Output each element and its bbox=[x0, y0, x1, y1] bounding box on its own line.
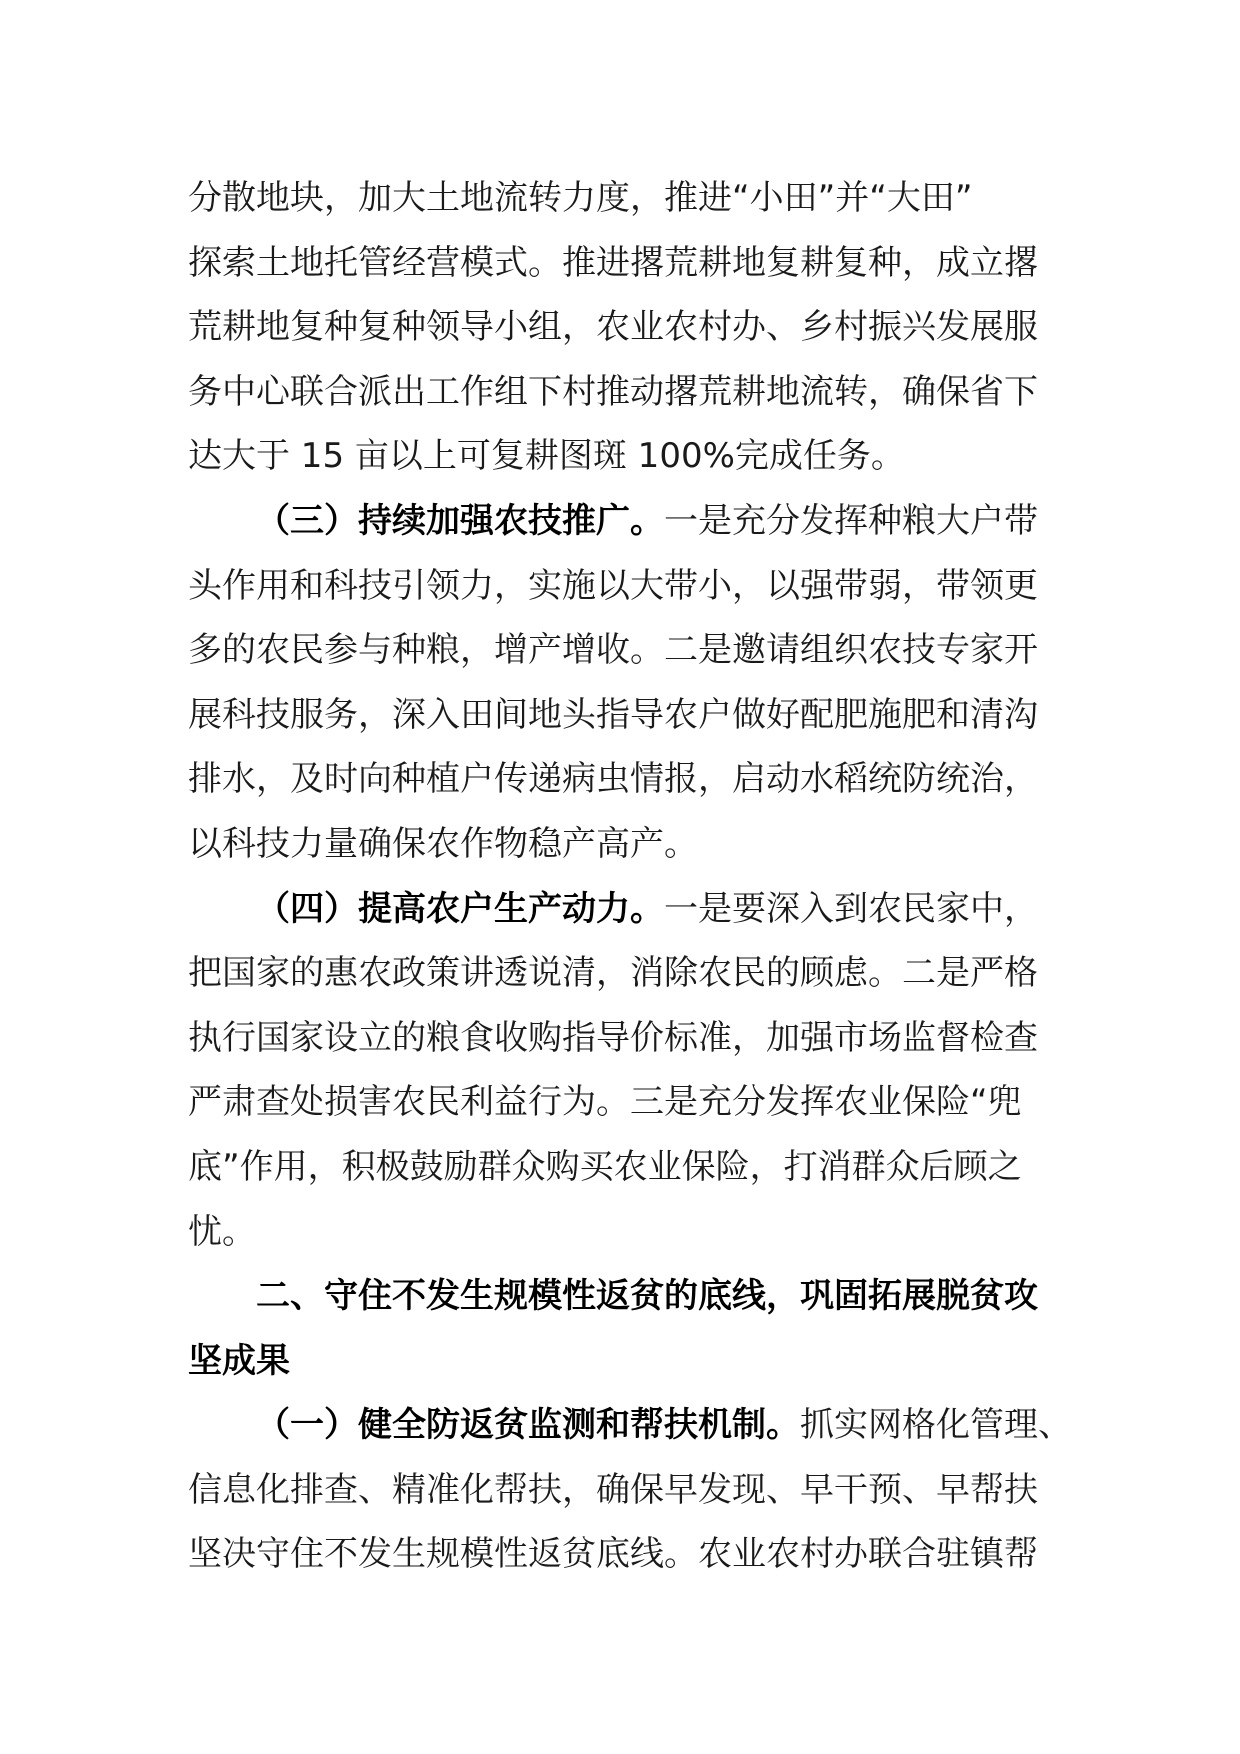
paragraph-line: 务中心联合派出工作组下村推动撂荒耕地流转，确保省下 bbox=[188, 371, 1038, 412]
subsection-1-first-line bbox=[188, 1393, 1072, 1458]
section-3-lead: 一是充分发挥种粮大户带 bbox=[664, 500, 1038, 541]
paragraph-line: 以科技力量确保农作物稳产高产。 bbox=[188, 823, 698, 864]
document-body bbox=[188, 166, 1072, 1587]
paragraph-line: 坚决守住不发生规模性返贫底线。农业农村办联合驻镇帮 bbox=[188, 1534, 1038, 1575]
paragraph-line: 执行国家设立的粮食收购指导价标准，加强市场监督检查 bbox=[188, 1017, 1038, 1058]
paragraph-line: 荒耕地复种复种领导小组，农业农村办、乡村振兴发展服 bbox=[188, 307, 1038, 348]
paragraph-line: 忧。 bbox=[188, 1211, 256, 1252]
subsection-1-lead: 抓实网格化管理、 bbox=[800, 1405, 1072, 1446]
heading-2-line: 坚成果 bbox=[188, 1340, 290, 1381]
paragraph-line: 把国家的惠农政策讲透说清，消除农民的顾虑。二是严格 bbox=[188, 953, 1038, 994]
paragraph-line: 排水，及时向种植户传递病虫情报，启动水稻统防统治， bbox=[188, 759, 1038, 800]
paragraph-line: 头作用和科技引领力，实施以大带小，以强带弱，带领更 bbox=[188, 565, 1038, 606]
paragraph-line: 底”作用，积极鼓励群众购买农业保险，打消群众后顾之 bbox=[188, 1146, 1022, 1187]
paragraph-line: 展科技服务，深入田间地头指导农户做好配肥施肥和清沟 bbox=[188, 694, 1038, 735]
paragraph-line: 分散地块，加大土地流转力度，推进“小田”并“大田” bbox=[188, 178, 973, 218]
subsection-1-title: （一）健全防返贫监测和帮扶机制。 bbox=[256, 1405, 800, 1446]
paragraph-line: 探索土地托管经营模式。推进撂荒耕地复耕复种，成立撂 bbox=[188, 242, 1038, 283]
section-4-lead: 一是要深入到农民家中， bbox=[664, 888, 1038, 929]
section-3-first-line bbox=[188, 489, 1068, 554]
paragraph-line: 达大于 15 亩以上可复耕图斑 100%完成任务。 bbox=[188, 436, 905, 477]
paragraph-line: 多的农民参与种粮，增产增收。二是邀请组织农技专家开 bbox=[188, 630, 1038, 671]
section-4-first-line bbox=[188, 877, 1068, 942]
heading-2-line: 二、守住不发生规模性返贫的底线，巩固拓展脱贫攻 bbox=[256, 1276, 1038, 1317]
paragraph-line: 严肃查处损害农民利益行为。三是充分发挥农业保险“兜 bbox=[188, 1082, 1022, 1123]
section-3-title: （三）持续加强农技推广。 bbox=[256, 500, 664, 541]
paragraph-line: 信息化排查、精准化帮扶，确保早发现、早干预、早帮扶 bbox=[188, 1469, 1038, 1510]
section-4-title: （四）提高农户生产动力。 bbox=[256, 888, 664, 929]
